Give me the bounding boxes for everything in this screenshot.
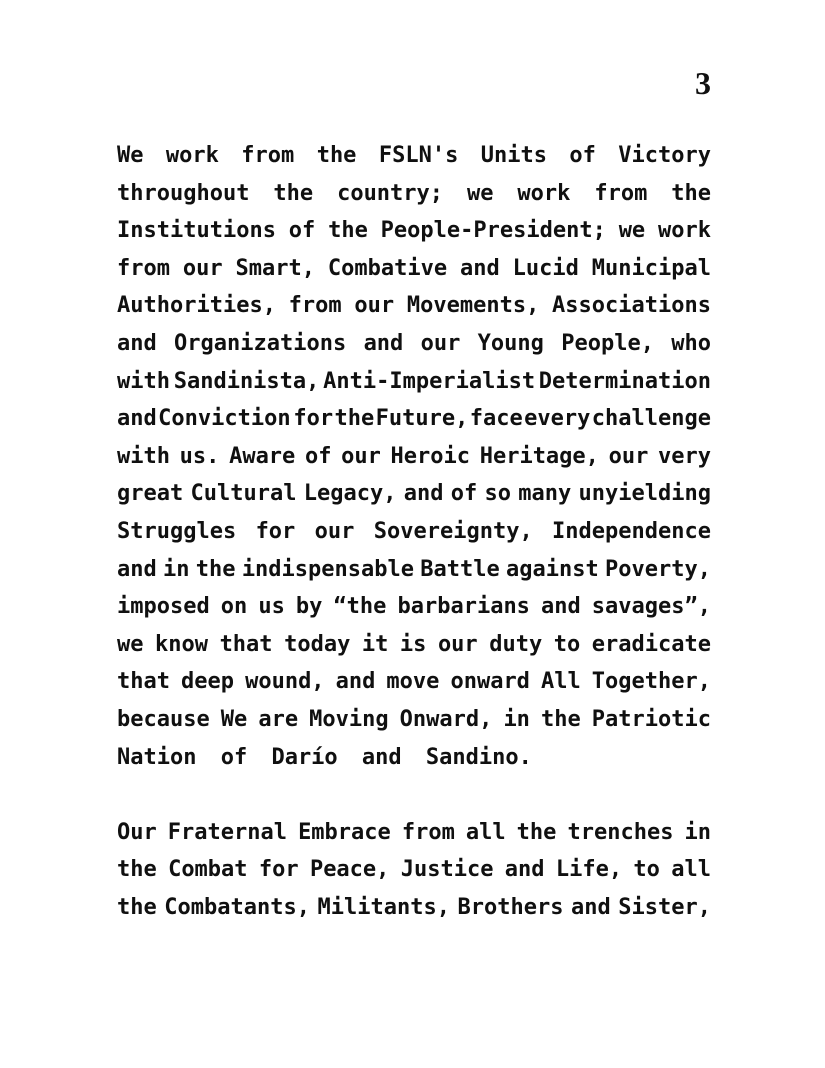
text-line	[117, 363, 711, 401]
text-line-content: from our Smart, Combative and Lucid Municipal	[117, 255, 711, 281]
text-line-content: Struggles for our Sovereignty, Independence	[117, 518, 711, 544]
text-line-content: Institutions of the People-President; we work	[117, 218, 711, 244]
text-line-content: we know that today it is our duty to eradicate	[117, 631, 711, 657]
text-line	[117, 814, 711, 852]
text-line	[117, 400, 711, 438]
text-line-content: the Combat for Peace, Justice and Life, to all	[117, 857, 711, 883]
text-line-content: throughout the country; we work from the	[117, 180, 711, 206]
text-line-content: great Cultural Legacy, and of so many unyielding	[117, 481, 712, 507]
text-line	[117, 626, 711, 664]
text-line	[117, 475, 711, 513]
text-line	[117, 551, 711, 589]
text-line-content: Authorities, from our Movements, Associations	[117, 293, 711, 319]
text-line	[117, 325, 711, 363]
text-line	[117, 588, 711, 626]
text-line-content: and Conviction for the Future, face every challenge	[117, 406, 711, 432]
paragraph	[117, 814, 711, 927]
text-line-content: with Sandinista, Anti-Imperialist Determination	[117, 368, 711, 394]
text-line-content: We work from the FSLN's Units of Victory	[117, 143, 711, 168]
text-line	[117, 663, 711, 701]
text-line	[117, 438, 711, 476]
text-line-content: because We are Moving Onward, in the Patriotic	[117, 706, 711, 732]
text-line-content: and in the indispensable Battle against Poverty,	[117, 556, 711, 582]
text-line-content: imposed on us by “the barbarians and savages”,	[117, 594, 711, 620]
paragraph	[117, 137, 711, 776]
text-line	[117, 287, 711, 325]
text-line	[117, 701, 711, 739]
text-line	[117, 212, 711, 250]
text-line-content: Nation of Darío and Sandino.	[117, 744, 532, 770]
page-number: 3	[695, 65, 711, 101]
text-line	[117, 250, 711, 288]
text-line	[117, 513, 711, 551]
text-line-content: and Organizations and our Young People, who	[117, 330, 711, 356]
document-body	[117, 137, 711, 926]
text-line	[117, 175, 711, 213]
text-line-content: Our Fraternal Embrace from all the trenches in	[117, 819, 711, 845]
text-line-content: that deep wound, and move onward All Together,	[117, 669, 711, 695]
text-line-content: the Combatants, Militants, Brothers and Sister,	[117, 894, 711, 920]
text-line	[117, 851, 711, 889]
text-line	[117, 889, 711, 927]
text-line	[117, 739, 711, 777]
text-line	[117, 137, 711, 175]
text-line-content: with us. Aware of our Heroic Heritage, our very	[117, 443, 711, 469]
